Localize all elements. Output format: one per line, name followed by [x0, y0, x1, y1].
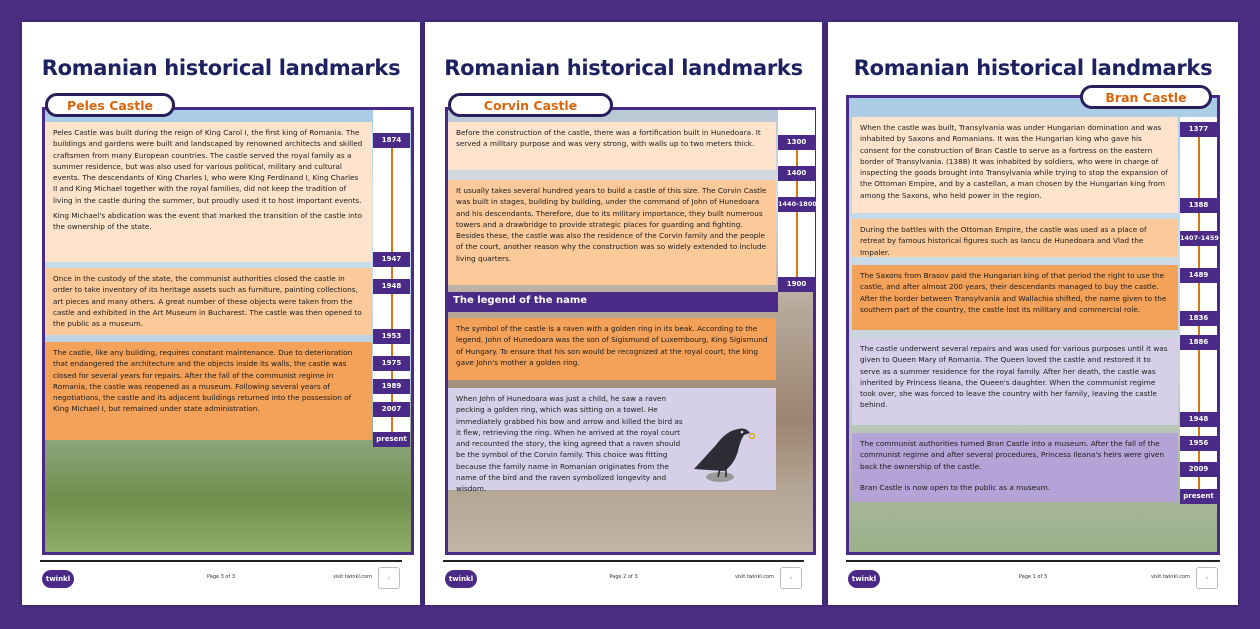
visit-link[interactable]: visit twinkl.com — [734, 574, 774, 580]
timeline-year: 1953 — [373, 329, 410, 344]
timeline-year-range: 1440-1800 — [778, 200, 817, 208]
text-block — [852, 265, 1178, 330]
paragraph: The castle underwent several repairs and was used for various purposes until it was given to Queen Mary of Romania. The Queen loved the castle and restored it to serve as a summer residence for the royal family. After her death, the castle was inherited by Princess Ileana, the Queen's daughter. When the communist regime took over, she was forced to leave the country with her family, leaving the castle behind. — [860, 344, 1168, 410]
page-footer — [846, 560, 1220, 602]
paragraph: Before the construction of the castle, there was a fortification built in Hunedoara. It served a military purpose and was very strong, with walls up to two meters thick. — [456, 128, 761, 149]
quality-badge-icon: ✓ — [780, 567, 802, 589]
timeline-year: 2009 — [1180, 462, 1217, 477]
page-number: Page 1 of 3 — [1018, 574, 1048, 580]
timeline-year: 1489 — [1180, 268, 1217, 283]
timeline-year-range: 1407-1459 — [1180, 234, 1219, 242]
timeline-year: 1300 — [778, 135, 815, 150]
timeline-year: 1400 — [778, 166, 815, 181]
page-number: Page 2 of 3 — [609, 574, 638, 580]
text-block — [448, 388, 776, 494]
page-corvin — [425, 22, 822, 605]
timeline-year: 1886 — [1180, 335, 1217, 350]
text-block — [852, 433, 1178, 502]
paragraph: King Michael's abdication was the event that marked the transition of the castle into the ownership of the state. — [53, 211, 363, 232]
paragraph: Bran Castle is now open to the public as a museum. — [860, 482, 1051, 492]
timeline-year: 1947 — [373, 252, 410, 267]
timeline-year: 1948 — [1180, 412, 1217, 427]
castle-name-tab: Peles Castle — [45, 93, 175, 117]
timeline-year: 1900 — [778, 277, 815, 292]
text-block — [448, 122, 776, 170]
quality-badge-icon: ✓ — [1196, 567, 1218, 589]
visit-link[interactable]: visit twinkl.com — [332, 574, 372, 580]
quality-badge-icon: ✓ — [378, 567, 400, 589]
timeline-year — [778, 197, 815, 212]
timeline-year: 1836 — [1180, 311, 1217, 326]
timeline-year: 1377 — [1180, 122, 1217, 137]
timeline-year: 1956 — [1180, 436, 1217, 451]
paragraph: When John of Hunedoara was just a child, he saw a raven pecking a golden ring, which was sitting on a towel. He immediately grabbed his bow and arrow and killed the bird as it flew, retrieving the ring. When he arrived at the royal court and recounted the story, the king agreed that a raven should be the symbol of the Corvin family. This choice was fitting because the family name in Romanian originates from the name of the bird and the raven symbolized longevity and wisdom. — [456, 394, 683, 494]
text-block — [45, 122, 372, 262]
section-heading: The legend of the name — [445, 292, 778, 312]
timeline-year: present — [1180, 489, 1217, 504]
page-footer — [443, 560, 804, 602]
timeline-year: present — [373, 432, 410, 447]
paragraph: The Saxons from Brasov paid the Hungarian king of that period the right to use the castle, and after almost 200 years, their descendants managed to buy the castle. After the border between Transylvania and Wallachia shifted, the name given to the southern part of the country, the castle lost its military and commercial role. — [860, 271, 1167, 314]
twinkl-logo[interactable]: twinkl — [848, 570, 880, 588]
page-title: Romanian historical landmarks — [41, 56, 401, 80]
paragraph: Peles Castle was built during the reign of King Carol I, the first king of Romania. The buildings and gardens were built and landscaped by renowned architects and skilled craftsmen from many European countries. The castle served the royal family as a summer residence, but was also used for various political, military and cultural events. The descendants of King Charles I, who were King Ferdinand I, King Charles II and King Michael together with the royal families, did not keep the tradition of living in the castle during the summer, but proudly used it to host important events. — [53, 128, 363, 205]
timeline-year — [1180, 231, 1217, 246]
page-footer — [40, 560, 402, 602]
text-block — [852, 117, 1178, 213]
page-number: Page 3 of 3 — [206, 574, 236, 580]
text-block — [45, 268, 372, 335]
visit-link[interactable]: visit twinkl.com — [1150, 574, 1190, 580]
timeline-year: 1874 — [373, 133, 410, 148]
timeline — [778, 110, 815, 292]
paragraph: During the battles with the Ottoman Empire, the castle was used as a place of retreat by famous historical figures such as Iancu de Hunedoara and Vlad the Impaler. — [860, 225, 1147, 257]
timeline — [373, 110, 410, 447]
paragraph: It usually takes several hundred years to build a castle of this size. The Corvin Castle was built in stages, building by building, under the command of John of Hunedoara and his descendants. Therefore, due to its military importance, they built numerous towers and a drawbridge to provide strategic places for guarding and fighting. Besides these, the castle was also the residence of the Corvin family and the people of the court, another reason why the construction was so widely extended to include living quarters. — [456, 186, 767, 263]
page-bran — [828, 22, 1238, 605]
page-title: Romanian historical landmarks — [853, 56, 1213, 80]
timeline-year: 1388 — [1180, 198, 1217, 213]
twinkl-logo[interactable]: twinkl — [42, 570, 74, 588]
text-block — [448, 180, 776, 285]
page-title: Romanian historical landmarks — [444, 56, 803, 80]
paragraph: When the castle was built, Transylvania was under Hungarian domination and was inhabited by Saxons and Romanians. It was the Hungarian king who gave his consent for the construction of Bran Castle to serve as a fortress on the eastern border of Transylvania. (1388) It was inhabited by soldiers, who were in charge of inspecting the goods brought into Transylvania while trying to stop the expansion of the Ottoman Empire, and by a castellan, a man chosen by the Hungarian king from among the Saxons, who held power in the region. — [860, 123, 1168, 200]
text-block — [448, 318, 776, 380]
page-peles — [22, 22, 420, 605]
paragraph: The communist authorities turned Bran Castle into a museum. After the fall of the communist regime and after several procedures, Princess Ileana's heirs were given back the ownership of the castle. — [860, 439, 1165, 471]
paragraph: The symbol of the castle is a raven with a golden ring in its beak. According to the legend, John of Hunedoara was the son of Sigismund of Luxembourg, King Sigismund of Hungary. To ensure that his son would be recognized at the royal court, the king gave John's mother a golden ring. — [456, 324, 768, 367]
castle-name-tab: Corvin Castle — [448, 93, 613, 117]
text-block — [852, 338, 1178, 425]
timeline — [1180, 117, 1217, 504]
castle-name-tab: Bran Castle — [1080, 85, 1212, 109]
timeline-year: 1975 — [373, 356, 410, 371]
timeline-line — [1198, 122, 1200, 489]
timeline-year: 1948 — [373, 279, 410, 294]
paragraph: The castle, like any building, requires constant maintenance. Due to deterioration that endangered the architecture and the objects inside its walls, the castle was closed for several years for repairs. After the fall of the communist regime in Romania, the castle was reopened as a museum. Following several years of negotiations, the castle and its adjacent buildings returned into the possession of King Michael I, but remained under state administration. — [53, 348, 353, 414]
timeline-year: 2007 — [373, 402, 410, 417]
text-block — [852, 219, 1178, 257]
paragraph: Once in the custody of the state, the communist authorities closed the castle in order to take inventory of its heritage assets such as furniture, painting collections, art pieces and many others. A great number of these objects were taken from the castle and exhibited in the Art Museum in Bucharest. The castle was then opened to the public as a museum. — [53, 274, 362, 329]
timeline-year: 1989 — [373, 379, 410, 394]
raven-icon — [686, 411, 758, 486]
text-block — [45, 342, 372, 440]
twinkl-logo[interactable]: twinkl — [445, 570, 477, 588]
